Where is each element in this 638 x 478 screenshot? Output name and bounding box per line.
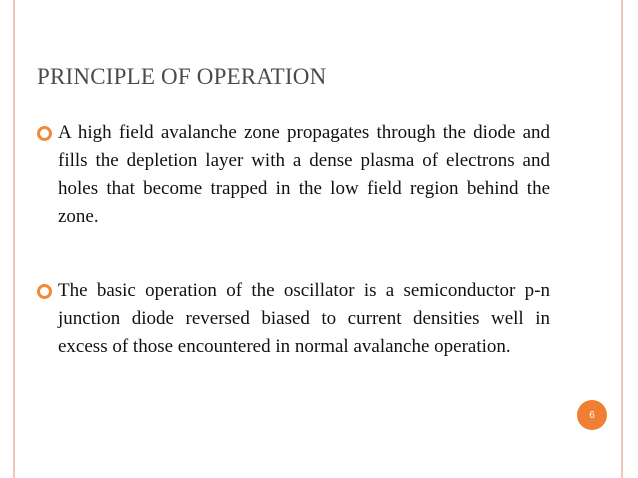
bullet-item [37, 119, 550, 231]
bullet-ring-icon [37, 284, 52, 299]
bullet-text: A high field avalanche zone propagates through the diode and fills the depletion layer with a dense plasma of electrons and holes that become trapped in the low field region behind the zone. [58, 122, 550, 227]
bullet-ring-icon [37, 126, 52, 141]
page-number-badge: 6 [577, 400, 607, 430]
slide-title: PRINCIPLE OF OPERATION [37, 64, 327, 89]
bullet-item [37, 277, 550, 361]
bullet-text: The basic operation of the oscillator is a semiconductor p-n junction diode reversed biased to current densities well in excess of those encountered in normal avalanche operation. [58, 280, 550, 357]
right-border-line [621, 0, 623, 478]
left-border-line [13, 0, 15, 478]
